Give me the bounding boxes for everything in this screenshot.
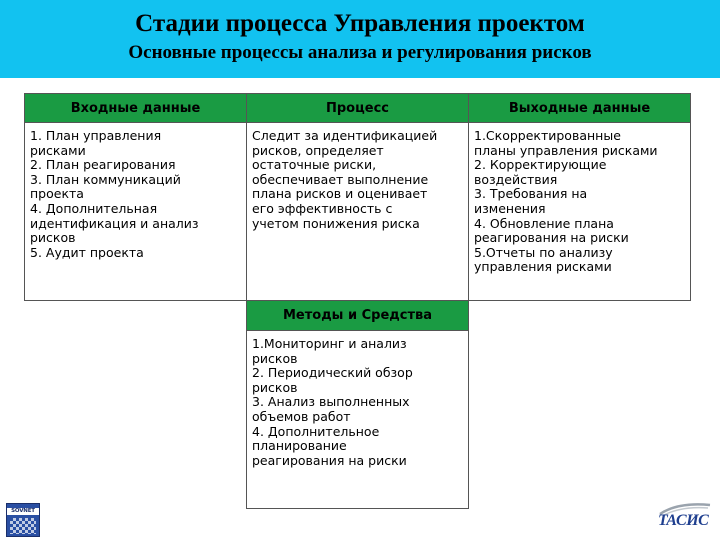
list-item: проекта [30,186,84,202]
list-item: 4. Обновление плана [474,215,614,231]
list-item: Следит за идентификацией [252,128,438,143]
list-item: рисками [30,142,86,158]
list-item: остаточные риски, [252,157,377,173]
tacis-logo [656,500,714,536]
list-item: рисков [30,230,76,246]
list-item: изменения [474,200,546,216]
sovnet-pattern-icon [10,518,36,534]
list-item: рисков [252,350,298,366]
list-item: 3. План коммуникаций [30,171,181,187]
sovnet-logo [6,503,40,537]
list-item: воздействия [474,171,558,187]
list-item: плана рисков и оценивает [252,186,428,202]
methods-header: Методы и Средства [246,300,469,331]
list-item: 5. Аудит проекта [30,244,144,260]
list-item: планирование [252,438,347,454]
page-title: Стадии процесса Управления проектом [135,10,585,37]
list-item: идентификация и анализ [30,215,199,231]
outputs-cell [468,122,691,301]
list-item: 1.Мониторинг и анализ [252,336,407,351]
list-item: управления рисками [474,259,612,275]
column-header-outputs: Выходные данные [468,93,691,123]
column-header-inputs: Входные данные [24,93,247,123]
list-item: объемов работ [252,408,351,424]
list-item: 2. Периодический обзор [252,365,413,381]
list-item: 2. План реагирования [30,157,176,173]
list-item: планы управления рисками [474,142,658,158]
list-item: 4. Дополнительная [30,200,158,216]
list-item: реагирования на риски [474,230,629,246]
list-item: учетом понижения риска [252,215,420,231]
list-item: рисков [252,379,298,395]
page-subtitle: Основные процессы анализа и регулирования рисков [128,42,592,63]
title-banner [0,0,720,78]
list-item: реагирования на риски [252,452,407,468]
inputs-cell [24,122,247,301]
list-item: обеспечивает выполнение [252,171,429,187]
list-item: 5.Отчеты по анализу [474,244,613,260]
process-cell [246,122,469,301]
list-item: его эффективность с [252,200,393,216]
list-item: 3. Анализ выполненных [252,394,410,410]
list-item: рисков, определяет [252,142,384,158]
methods-cell [246,330,469,509]
column-header-process: Процесс [246,93,469,123]
list-item: 2. Корректирующие [474,157,607,173]
sovnet-logo-text: SOVNET [7,508,39,515]
list-item: 1. План управления [30,128,162,143]
tacis-logo-text: ТАСИС [658,512,709,529]
list-item: 4. Дополнительное [252,423,380,439]
list-item: 3. Требования на [474,186,588,202]
list-item: 1.Скорректированные [474,128,621,143]
